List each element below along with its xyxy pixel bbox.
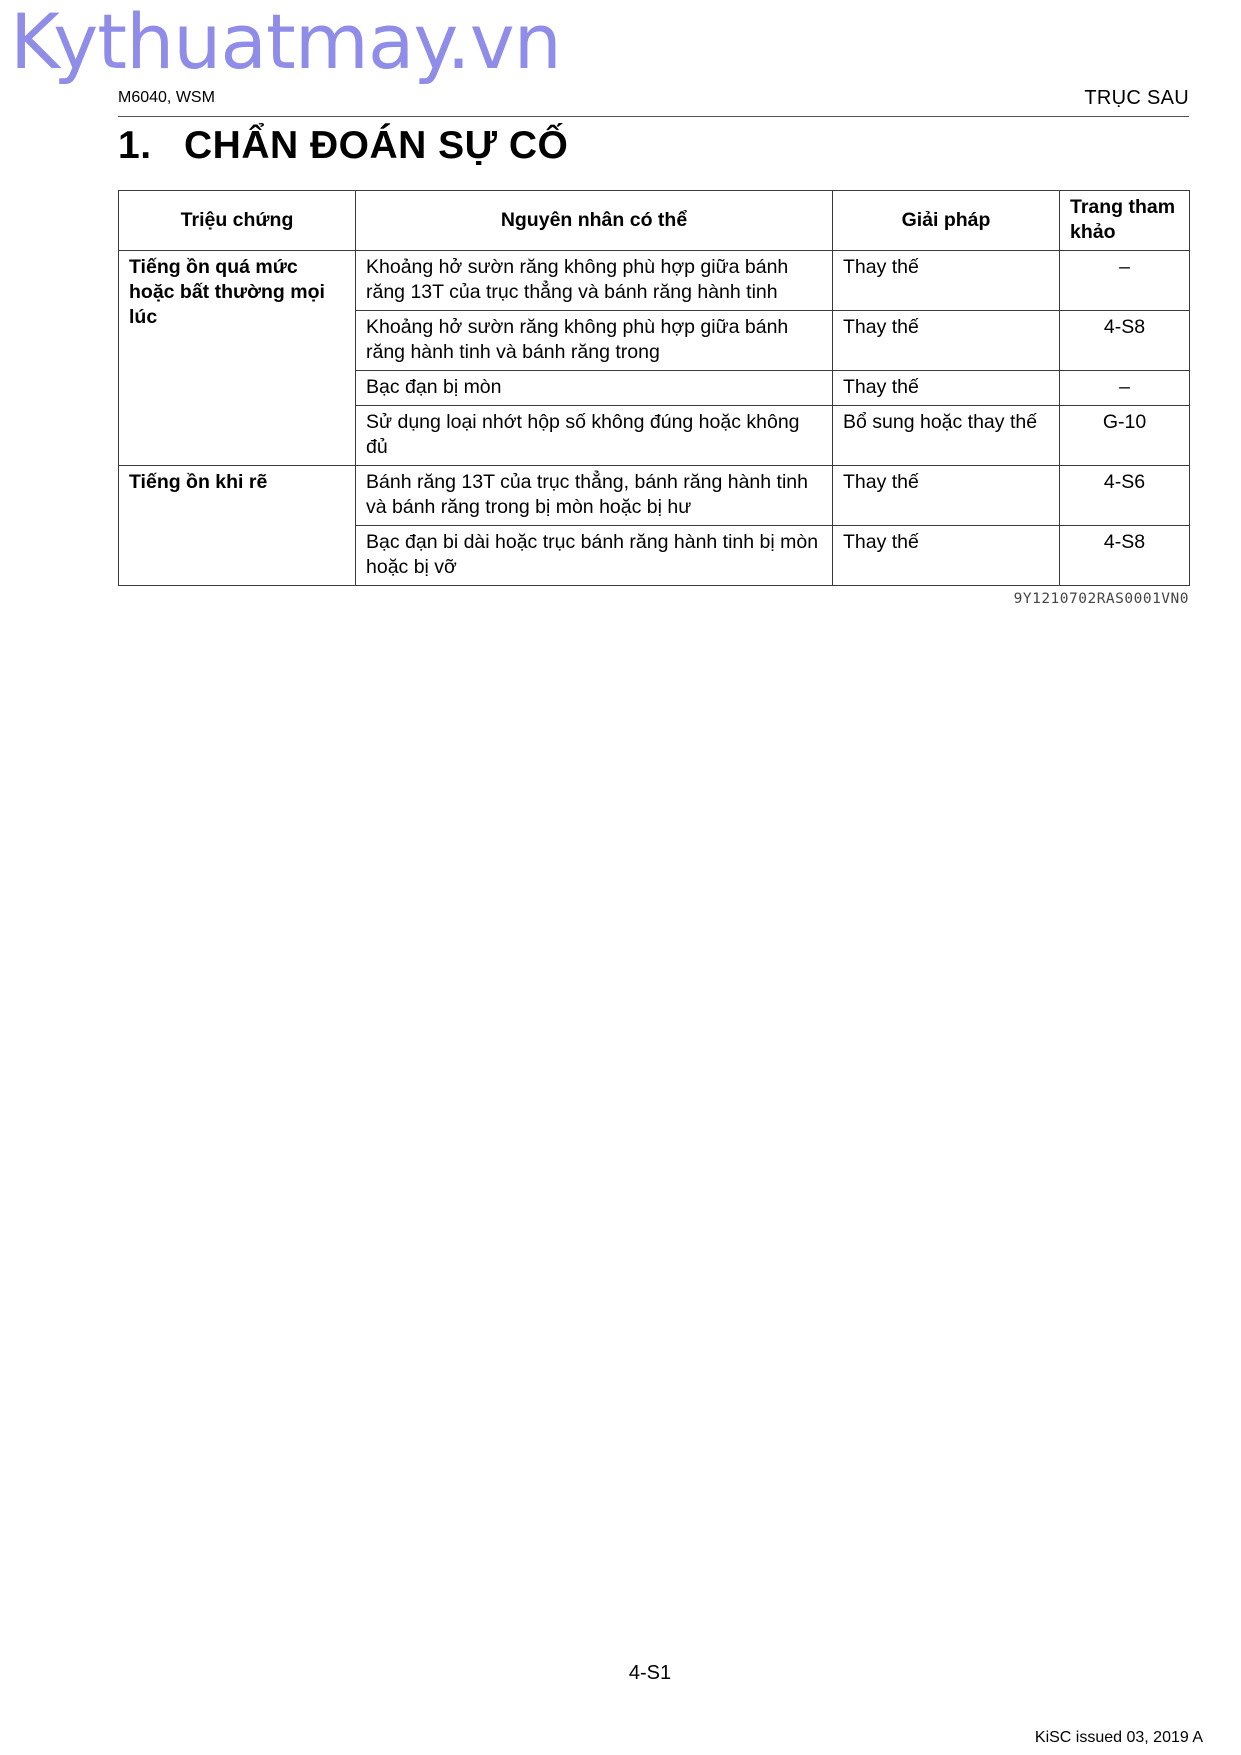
reference-cell: 4-S8 (1060, 311, 1190, 371)
solution-cell: Thay thế (833, 526, 1060, 586)
cause-cell: Khoảng hở sườn răng không phù hợp giữa bánh răng 13T của trục thẳng và bánh răng hành tinh (356, 251, 833, 311)
reference-cell: – (1060, 371, 1190, 406)
solution-cell: Thay thế (833, 466, 1060, 526)
title-text: CHẨN ĐOÁN SỰ CỐ (184, 124, 569, 167)
cause-cell: Bạc đạn bi dài hoặc trục bánh răng hành tinh bị mòn hoặc bị vỡ (356, 526, 833, 586)
reference-cell: 4-S8 (1060, 526, 1190, 586)
cause-cell: Sử dụng loại nhớt hộp số không đúng hoặc không đủ (356, 406, 833, 466)
header-section: TRỤC SAU (1084, 87, 1189, 109)
solution-cell: Thay thế (833, 311, 1060, 371)
cause-cell: Khoảng hở sườn răng không phù hợp giữa bánh răng hành tinh và bánh răng trong (356, 311, 833, 371)
symptom-cell: Tiếng ồn quá mức hoặc bất thường mọi lúc (119, 251, 356, 466)
table-row (119, 251, 1190, 311)
header-reference: Trang tham khảo (1060, 191, 1190, 251)
troubleshooting-table (118, 190, 1190, 586)
document-code: 9Y1210702RAS0001VN0 (1013, 591, 1189, 607)
solution-cell: Bổ sung hoặc thay thế (833, 406, 1060, 466)
cause-cell: Bạc đạn bị mòn (356, 371, 833, 406)
watermark-logo: Kythuatmay.vn (10, 0, 561, 86)
table-header-row (119, 191, 1190, 251)
page-number: 4-S1 (628, 1662, 672, 1684)
reference-cell: 4-S6 (1060, 466, 1190, 526)
solution-cell: Thay thế (833, 371, 1060, 406)
header-divider (118, 116, 1189, 117)
reference-cell: G-10 (1060, 406, 1190, 466)
cause-cell: Bánh răng 13T của trục thẳng, bánh răng hành tinh và bánh răng trong bị mòn hoặc bị hư (356, 466, 833, 526)
reference-cell: – (1060, 251, 1190, 311)
header-solution: Giải pháp (833, 191, 1060, 251)
symptom-cell: Tiếng ồn khi rẽ (119, 466, 356, 586)
header-symptom: Triệu chứng (119, 191, 356, 251)
table-row (119, 466, 1190, 526)
title-number: 1. (118, 124, 152, 167)
solution-cell: Thay thế (833, 251, 1060, 311)
issue-footer: KiSC issued 03, 2019 A (1034, 1729, 1203, 1746)
header-cause: Nguyên nhân có thể (356, 191, 833, 251)
header-model: M6040, WSM (118, 89, 215, 106)
page-title (118, 124, 568, 168)
